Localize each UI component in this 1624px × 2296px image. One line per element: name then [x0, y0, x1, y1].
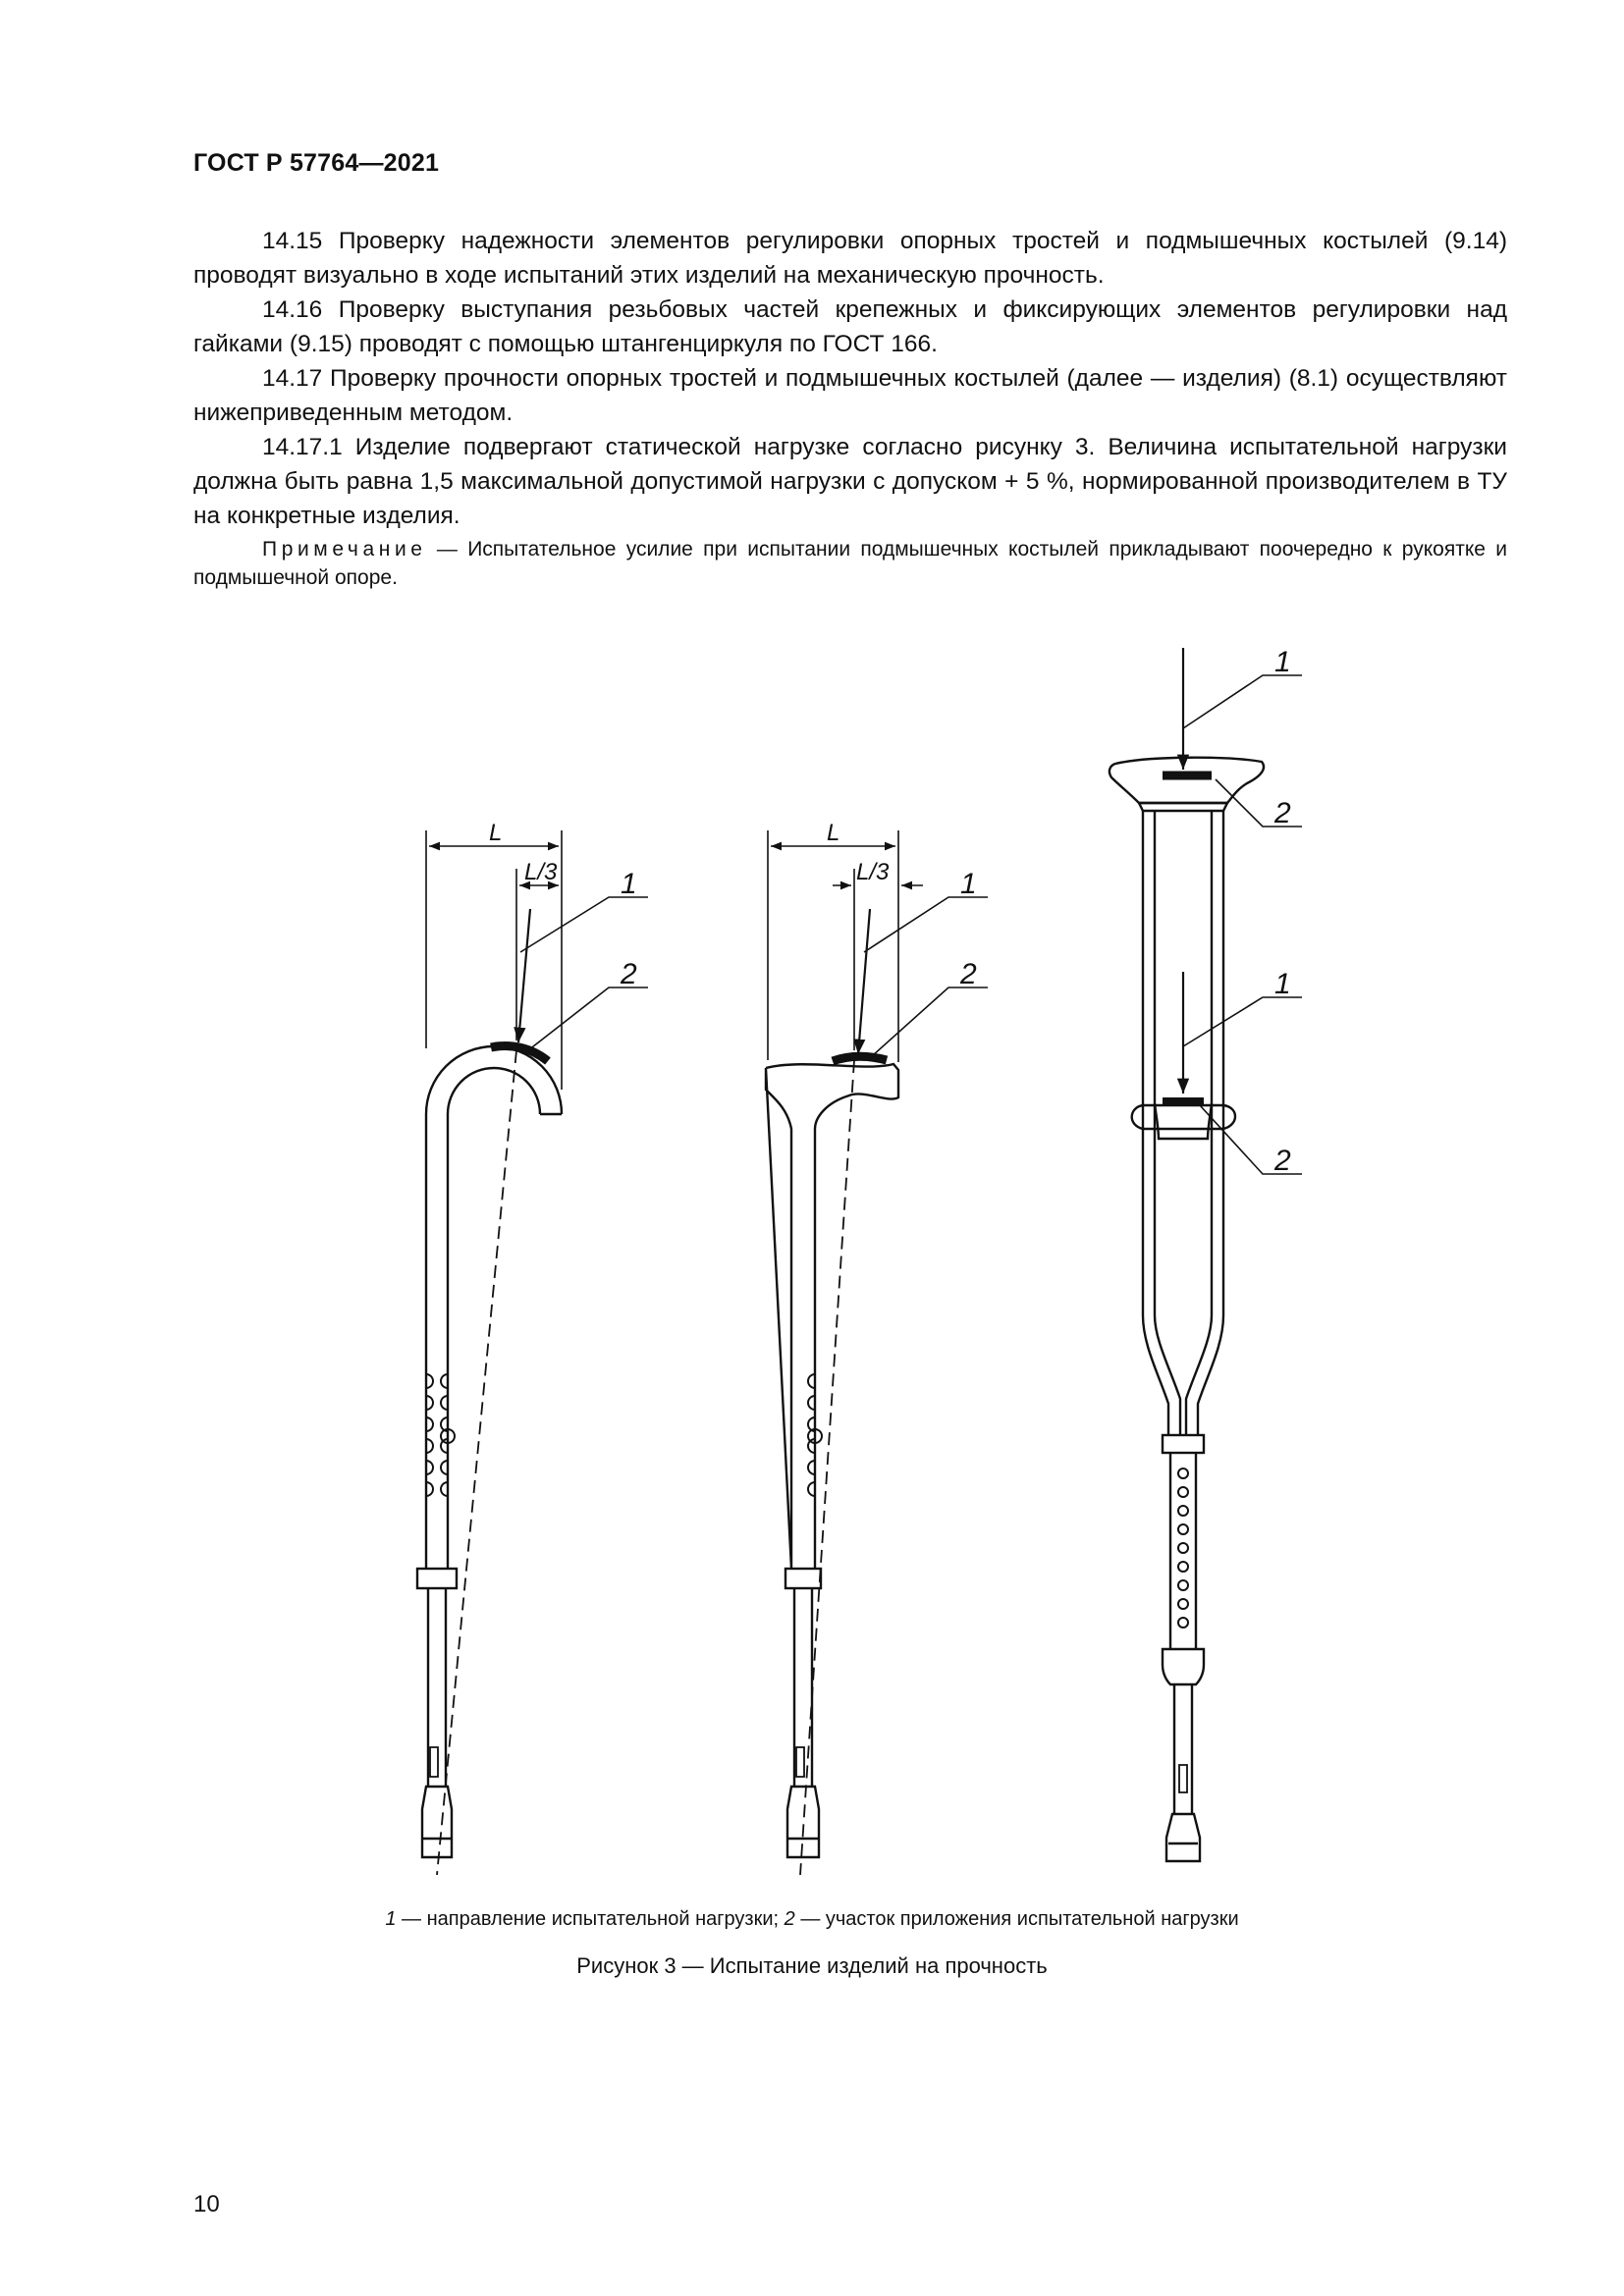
dim-label-L3: L/3 — [524, 859, 558, 885]
paragraph-14-15: 14.15 Проверку надежности элементов регулировки опорных тростей и подмышечных костылей (9.14) проводят визуально в ходе испытаний этих изделий на механическую прочность. — [193, 228, 1507, 289]
legend-text-1: — направление испытательной нагрузки; — [396, 1908, 785, 1930]
callout-1-3b: 1 — [1274, 968, 1291, 1000]
callout-1: 1 — [621, 868, 637, 900]
paragraph-14-16: 14.16 Проверку выступания резьбовых частей крепежных и фиксирующих элементов регулировки над гайками (9.15) проводят с помощью штангенциркуля по ГОСТ 166. — [193, 296, 1507, 357]
page-number: 10 — [193, 2191, 220, 2217]
paragraph-14-17-1: 14.17.1 Изделие подвергают статической нагрузке согласно рисунку 3. Величина испытательной нагрузки должна быть равна 1,5 максимальной допустимой нагрузки с допуском + 5 %, нормированной производителем в ТУ на конкретные изделия. — [193, 434, 1507, 529]
crook-cane-labels — [489, 820, 637, 990]
underarm-crutch-labels — [1273, 646, 1291, 1177]
t-handle-cane-labels — [827, 820, 977, 990]
note-text: — Испытательное усилие при испытании подмышечных костылей прикладывают поочередно к рукоятке и подмышечной опоре. — [193, 538, 1507, 589]
callout-1-3a: 1 — [1274, 646, 1291, 678]
dim-label-L3-2: L/3 — [856, 859, 890, 885]
figure-caption: Рисунок 3 — Испытание изделий на прочность — [576, 1953, 1048, 1978]
document-header: ГОСТ Р 57764—2021 — [193, 149, 440, 177]
underarm-crutch — [1110, 648, 1302, 1861]
t-handle-cane — [766, 830, 988, 1875]
crook-cane — [417, 830, 648, 1875]
callout-2-2: 2 — [960, 958, 977, 990]
callout-1-2: 1 — [960, 868, 977, 900]
paragraph-14-17: 14.17 Проверку прочности опорных тростей и подмышечных костылей (далее — изделия) (8.1) осуществляют нижеприведенным методом. — [193, 365, 1507, 426]
dim-label-L: L — [489, 820, 503, 846]
callout-2: 2 — [621, 958, 637, 990]
legend-num-2: 2 — [784, 1908, 795, 1930]
callout-2-3b: 2 — [1274, 1145, 1291, 1177]
note-label: Примечание — [262, 538, 427, 561]
legend-text-2: — участок приложения испытательной нагрузки — [794, 1908, 1239, 1930]
dim-label-L-2: L — [827, 820, 840, 846]
figure-legend — [0, 1908, 1624, 1931]
callout-2-3a: 2 — [1274, 797, 1291, 829]
legend-num-1: 1 — [385, 1908, 397, 1930]
